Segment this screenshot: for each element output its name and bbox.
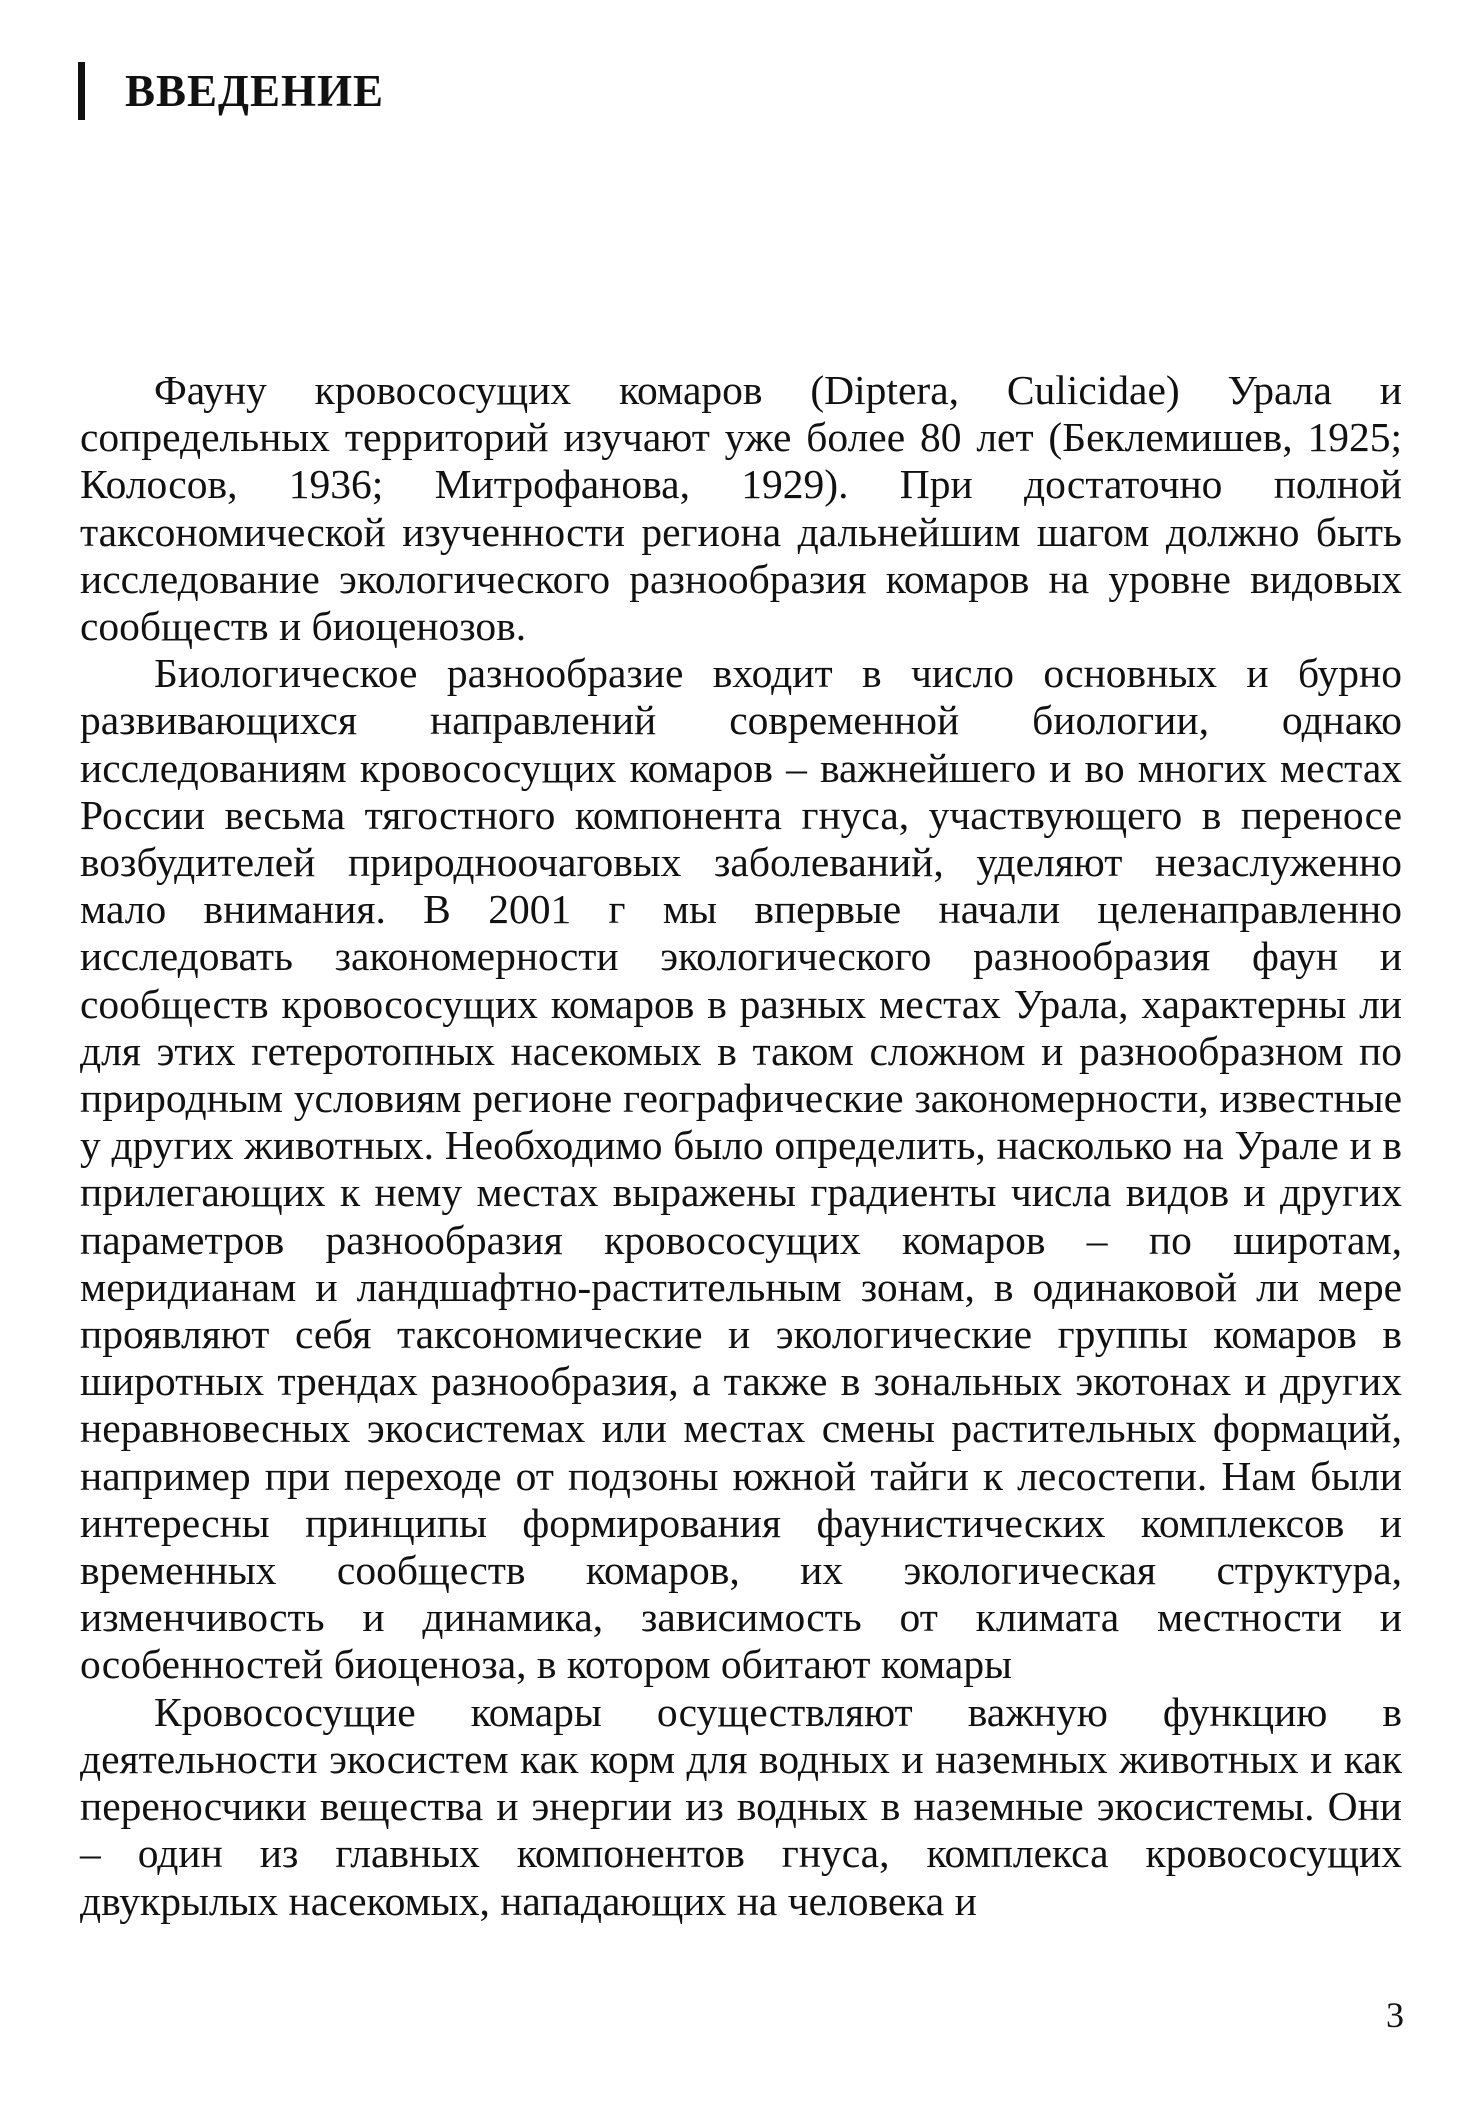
paragraph-1: Фауну кровососущих комаров (Diptera, Culicidae) Урала и сопредельных территорий изучают уже более 80 лет (Беклемишев, 1925; Колосов, 1936; Митрофанова, 1929). При достаточно полной таксономической изученности региона дальнейшим шагом должно быть исследование экологического разнообразия комаров на уровне видовых сообществ и биоценозов. — [80, 367, 1402, 650]
page-title: ВВЕДЕНИЕ — [125, 65, 385, 116]
heading-bar-decoration — [78, 62, 85, 120]
page-number: 3 — [1386, 1995, 1404, 2035]
section-heading — [78, 56, 384, 126]
body-text — [80, 367, 1402, 1925]
paragraph-2: Биологическое разнообразие входит в число основных и бурно развивающихся направлений современной биологии, однако исследованиям кровососущих комаров – важнейшего и во многих местах России весьма тягостного компонента гнуса, участвующего в переносе возбудителей природноочаговых заболеваний, уделяют незаслуженно мало внимания. В 2001 г мы впервые начали целенаправленно исследовать закономерности экологического разнообразия фаун и сообществ кровососущих комаров в разных местах Урала, характерны ли для этих гетеротопных насекомых в таком сложном и разнообразном по природным условиям регионе географические закономерности, известные у других животных. Необходимо было определить, насколько на Урале и в прилегающих к нему местах выражены градиенты числа видов и других параметров разнообразия кровососущих комаров – по широтам, меридианам и ландшафтно-растительным зонам, в одинаковой ли мере проявляют себя таксономические и экологические группы комаров в широтных трендах разнообразия, а также в зональных экотонах и других неравновесных экосистемах или местах смены растительных формаций, например при переходе от подзоны южной тайги к лесостепи. Нам были интересны принципы формирования фаунистических комплексов и временных сообществ комаров, их экологическая структура, изменчивость и динамика, зависимость от климата местности и особенностей биоценоза, в котором обитают комары — [80, 650, 1402, 1688]
paragraph-3: Кровососущие комары осуществляют важную функцию в деятельности экосистем как корм для водных и наземных животных и как переносчики вещества и энергии из водных в наземные экосистемы. Они – один из главных компонентов гнуса, комплекса кровососущих двукрылых насекомых, нападающих на человека и — [80, 1688, 1402, 1924]
